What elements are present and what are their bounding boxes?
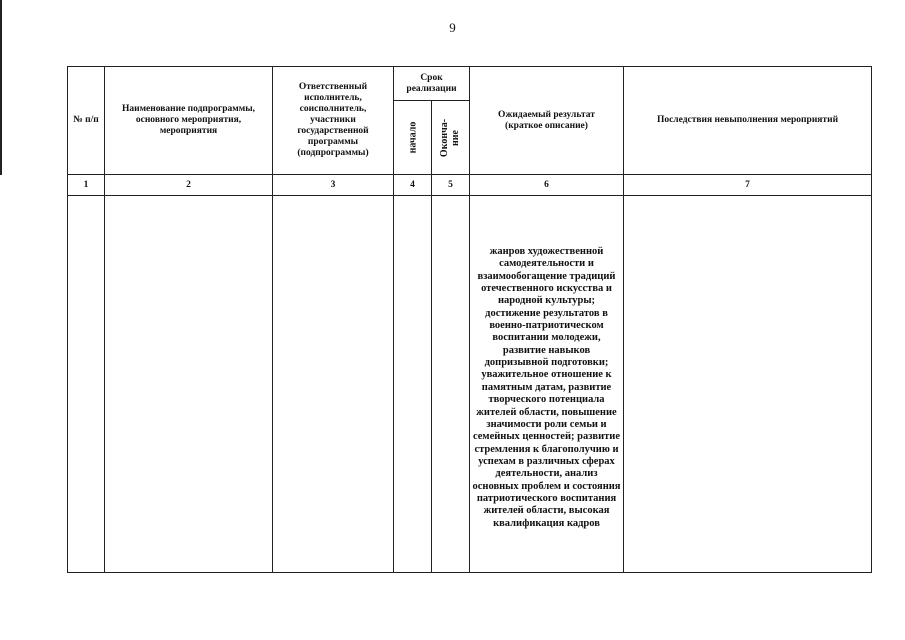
column-number: 7: [624, 175, 872, 196]
column-number-row: [68, 175, 872, 196]
column-number: 6: [470, 175, 624, 196]
cell-responsible: [273, 196, 394, 573]
cell-result: [470, 196, 624, 573]
cell-num: [68, 196, 105, 573]
header-start: [394, 101, 432, 175]
column-number: 3: [273, 175, 394, 196]
header-end: [432, 101, 470, 175]
header-result: Ожидаемый результат (краткое описание): [470, 67, 624, 175]
cell-name: [105, 196, 273, 573]
header-responsible: Ответственный исполнитель, соисполнитель, участники государственной программы (подпрограммы): [273, 67, 394, 175]
page-number: 9: [449, 20, 456, 35]
expected-result-text: жанров художественной самодеятельности и взаимообогащение традиций отечественного искусства и народной культуры; достижение результатов в военно-патриотическом воспитании молодежи, развитие навыков допризывной подготовки; уважительное отношение к памятным датам, развитие творческого потенциала жителей области, повышение значимости роли семьи и семейных ценностей; развитие стремления к благополучию и успехам в различных сферах деятельности, анализ основных проблем и состояния патриотического воспитания жителей области, высокая квалификация кадров: [472, 246, 621, 529]
cell-end: [432, 196, 470, 573]
header-start-label: начало: [406, 121, 418, 154]
table-row: [68, 196, 872, 573]
header-num: № п/п: [68, 67, 105, 175]
column-number: 1: [68, 175, 105, 196]
column-number: 2: [105, 175, 273, 196]
header-consequences: Последствия невыполнения мероприятий: [624, 67, 872, 175]
header-end-label: Оконча-ние: [439, 118, 462, 157]
column-number: 5: [432, 175, 470, 196]
program-table: [67, 66, 872, 573]
header-name: Наименование подпрограммы, основного мероприятия, мероприятия: [105, 67, 273, 175]
column-number: 4: [394, 175, 432, 196]
cell-consequences: [624, 196, 872, 573]
header-term: Срок реализации: [394, 67, 470, 101]
cell-start: [394, 196, 432, 573]
